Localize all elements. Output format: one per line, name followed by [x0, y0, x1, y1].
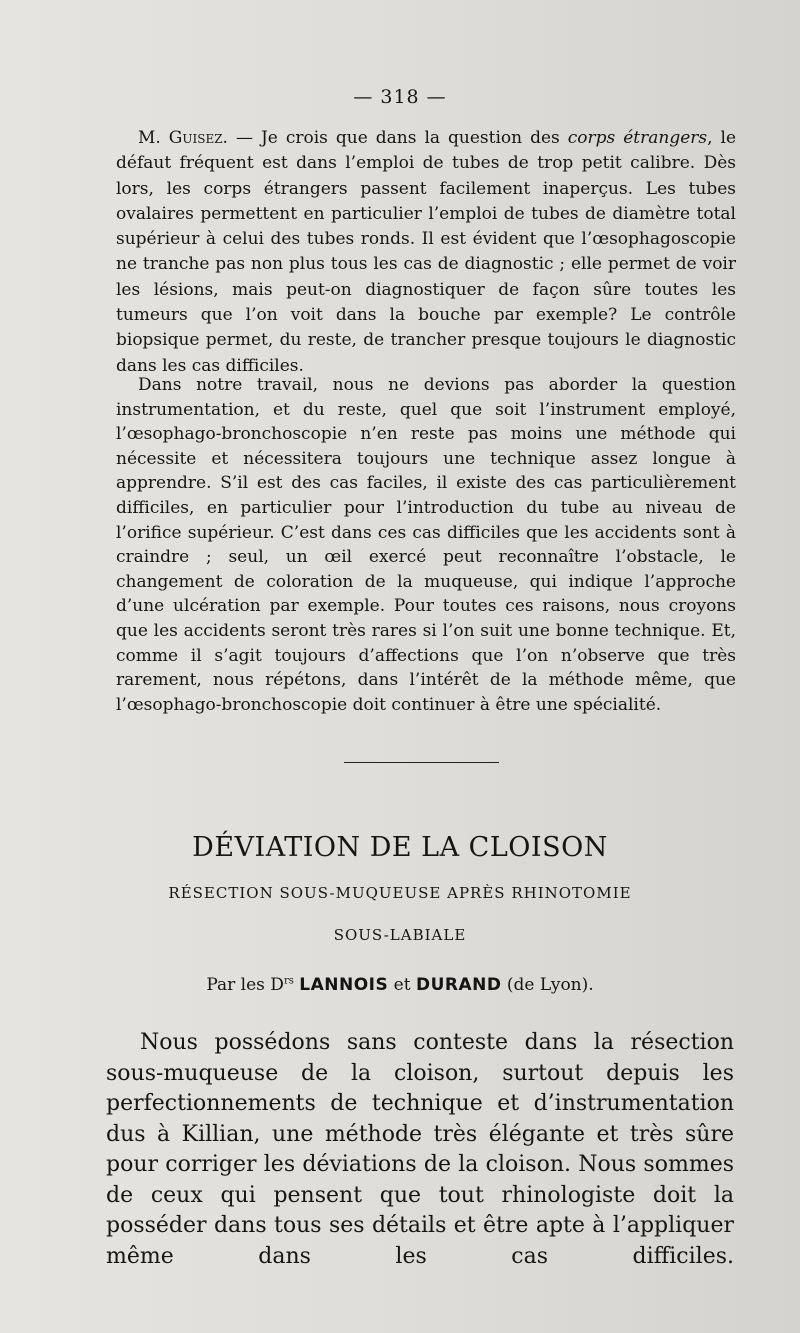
discussion-paragraph-1: [116, 126, 736, 379]
discussion-intro: Je crois que dans la question des: [260, 128, 568, 148]
section-divider: [344, 762, 499, 763]
byline-conjunction: et: [393, 975, 411, 995]
article-subtitle-line-2: SOUS-LABIALE: [333, 926, 467, 944]
italic-phrase: corps étrangers: [567, 128, 708, 148]
speaker-dash: —: [227, 128, 261, 148]
page-number: — 318 —: [353, 86, 447, 108]
byline-prefix: Par les $D^{rs}$: [206, 975, 294, 995]
author-lannois: LANNOIS: [299, 975, 389, 995]
discussion-body: , le défaut fréquent est dans l’emploi de tubes de trop petit calibre. Dès lors, les corps étrangers passent facilement inaperçus. Les tubes ovalaires permettent en particulier l’emploi de tubes de diamètre total supérieur à celui des tubes ronds. Il est évident que l’œsophagoscopie ne tranche pas non plus tous les cas de diagnostic ; elle permet de voir les lésions, mais peut-on diagnostiquer de façon sûre toutes les tumeurs que l’on voit dans la bouche par exemple? Le contrôle biopsique permet, du reste, de trancher presque toujours le diagnostic dans les cas difficiles.: [116, 128, 737, 376]
article-title: DÉVIATION DE LA CLOISON: [192, 832, 608, 863]
speaker-name: M. Guisez.: [138, 128, 228, 148]
article-subtitle-line-1: RÉSECTION SOUS-MUQUEUSE APRÈS RHINOTOMIE: [168, 884, 632, 902]
author-durand: DURAND: [415, 975, 502, 995]
discussion-paragraph-2: Dans notre travail, nous ne devions pas aborder la question instrumentation, et du reste, quel que soit l’instrument employé, l’œsophago-bronchoscopie n’en reste pas moins une méthode qui nécessite et nécessitera toujours une technique assez longue à apprendre. S’il est des cas faciles, il existe des cas particulièrement difficiles, en particulier pour l’introduction du tube au niveau de l’orifice supérieur. C’est dans ces cas difficiles que les accidents sont à craindre ; seul, un œil exercé peut reconnaître l’obstacle, le changement de coloration de la muqueuse, qui indique l’approche d’une ulcération par exemple. Pour toutes ces raisons, nous croyons que les accidents seront très rares si l’on suit une bonne technique. Et, comme il s’agit toujours d’affections que l’on n’observe que très rarement, nous répétons, dans l’intérêt de la méthode même, que l’œsophago-bronchoscopie doit continuer à être une spécialité.: [116, 375, 736, 715]
article-paragraph-1: Nous possédons sans conteste dans la résection sous-muqueuse de la cloison, surtout depuis les perfectionnements de technique et d’instrumentation dus à Killian, une méthode très élégante et très sûre pour corriger les déviations de la cloison. Nous sommes de ceux qui pensent que tout rhinologiste doit la posséder dans tous ses détails et être apte à l’appliquer même dans les cas difficiles.: [106, 1030, 734, 1269]
author-affiliation: (de Lyon).: [506, 975, 594, 995]
byline: [0, 975, 800, 995]
